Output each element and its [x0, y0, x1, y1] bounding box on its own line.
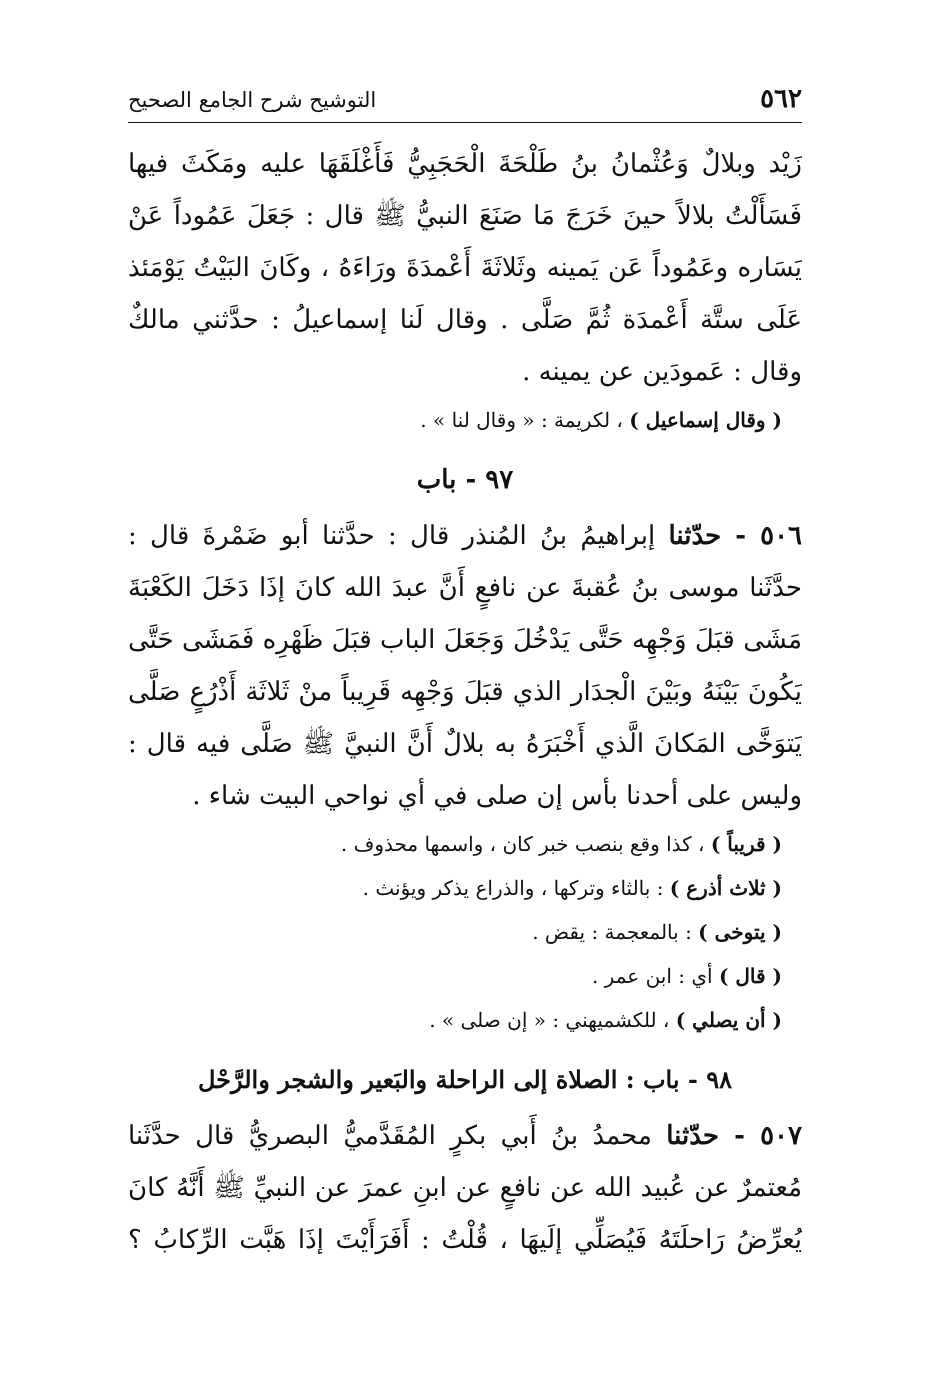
chapter-heading: ٩٧ - باب	[416, 465, 514, 495]
note-text: ، للكشميهني : « إن صلى » .	[429, 1008, 676, 1032]
commentary-note	[128, 998, 802, 1042]
hadith-number: ٥٠٧ - حدّثنا	[666, 1121, 802, 1151]
text-line: يُعرِّضُ رَاحلَتَهُ فَيُصَلِّي إلَيهَا ، قُلْتُ : أَفَرَأَيْتَ إذَا هَبَّت الرِّكابُ ؟	[128, 1225, 802, 1255]
text-line: حدَّثَنا موسى بنُ عُقبةَ عن نافعٍ أَنَّ عبدَ الله كانَ إذَا دَخَلَ الكَعْبَةَ	[128, 573, 802, 603]
hadith-number: ٥٠٦ - حدّثنا	[668, 521, 802, 551]
text-line: يَكُونَ بَيْنَهُ وبَيْنَ الْجدَار الذي قبَلَ وَجْهِه قَرِيباً منْ ثَلاثَة أَذْرُعٍ صَلَّى	[128, 677, 802, 707]
text-line: فَسَأَلْتُ بلالاً حينَ خَرَجَ مَا صَنَعَ النبيُّ ﷺ قال : جَعَلَ عَمُوداً عَنْ	[128, 201, 802, 231]
chapter-heading: ٩٨ - باب : الصلاة إلى الراحلة والبَعير والشجر والرَّحْل	[197, 1065, 732, 1094]
note-term: ( يتوخى )	[698, 920, 782, 944]
hadith-507	[128, 1110, 802, 1266]
page-content	[128, 138, 802, 1266]
note-term: ( قريباً )	[710, 832, 782, 856]
text-block-continuation	[128, 138, 802, 442]
hadith-text: إبراهيمُ بنُ المُنذر قال : حدَّثنا أبو ضَمْرةَ قال :	[128, 521, 669, 551]
note-text: : بالمعجمة : يقض .	[532, 920, 699, 944]
running-title: التوشيح شرح الجامع الصحيح	[128, 88, 377, 112]
note-text: : بالثاء وتركها ، والذراع يذكر ويؤنث .	[362, 876, 670, 900]
text-line: وقال : عَمودَين عن يمينه .	[522, 357, 802, 387]
text-line: زَيْد وبلالٌ وَعُثْمانُ بنُ طَلْحَةَ الْحَجَبِيُّ فَأَغْلَقَهَا عليه ومَكَثَ فيها	[128, 149, 802, 179]
commentary-note	[128, 910, 802, 954]
note-text: ، لكريمة : « وقال لنا » .	[420, 408, 630, 432]
note-term: ( أن يصلي )	[675, 1008, 782, 1032]
text-line	[128, 510, 802, 562]
note-text: أي : ابن عمر .	[591, 964, 719, 988]
commentary-note	[128, 954, 802, 998]
note-text: ، كذا وقع بنصب خبر كان ، واسمها محذوف .	[340, 832, 711, 856]
page-number: ٥٦٢	[760, 84, 802, 114]
text-line	[128, 1110, 802, 1162]
text-line: مَشَى قبَلَ وَجْهِه حَتَّى يَدْخُلَ وَجَعَلَ الباب قبَلَ ظَهْرِه فَمَشَى حَتَّى	[128, 625, 802, 655]
commentary-note	[128, 398, 802, 442]
text-line: يَتوَخَّى المَكانَ الَّذي أَخْبَرَهُ به بلالٌ أَنَّ النبيَّ ﷺ صَلَّى فيه قال :	[128, 729, 802, 759]
commentary-note	[128, 866, 802, 910]
note-term: ( ثلاث أذرع )	[669, 876, 782, 900]
note-term: ( قال )	[718, 964, 782, 988]
note-term: ( وقال إسماعيل )	[629, 408, 782, 432]
text-line: مُعتمرٌ عن عُبيد الله عن نافعٍ عن ابنِ عمرَ عن النبيِّ ﷺ أَنَّهُ كانَ	[128, 1173, 802, 1203]
commentary-note	[128, 822, 802, 866]
text-line: وليس على أحدنا بأس إن صلى في أي نواحي البيت شاء .	[192, 781, 802, 811]
page-header	[128, 84, 802, 123]
hadith-text: محمدُ بنُ أَبي بكرٍ المُقَدَّميُّ البصريُّ قال حدَّثَنا	[128, 1121, 667, 1151]
text-line: يَسَاره وعَمُوداً عَن يَمينه وثَلاثَةَ أَعْمدَةَ ورَاءَهُ ، وكَانَ البَيْتُ يَوْمَئذ	[128, 253, 802, 283]
text-line: عَلَى ستَّة أَعْمدَة ثُمَّ صَلَّى . وقال لَنا إسماعيلُ : حدَّثني مالكٌ	[128, 305, 802, 335]
hadith-506	[128, 510, 802, 1042]
